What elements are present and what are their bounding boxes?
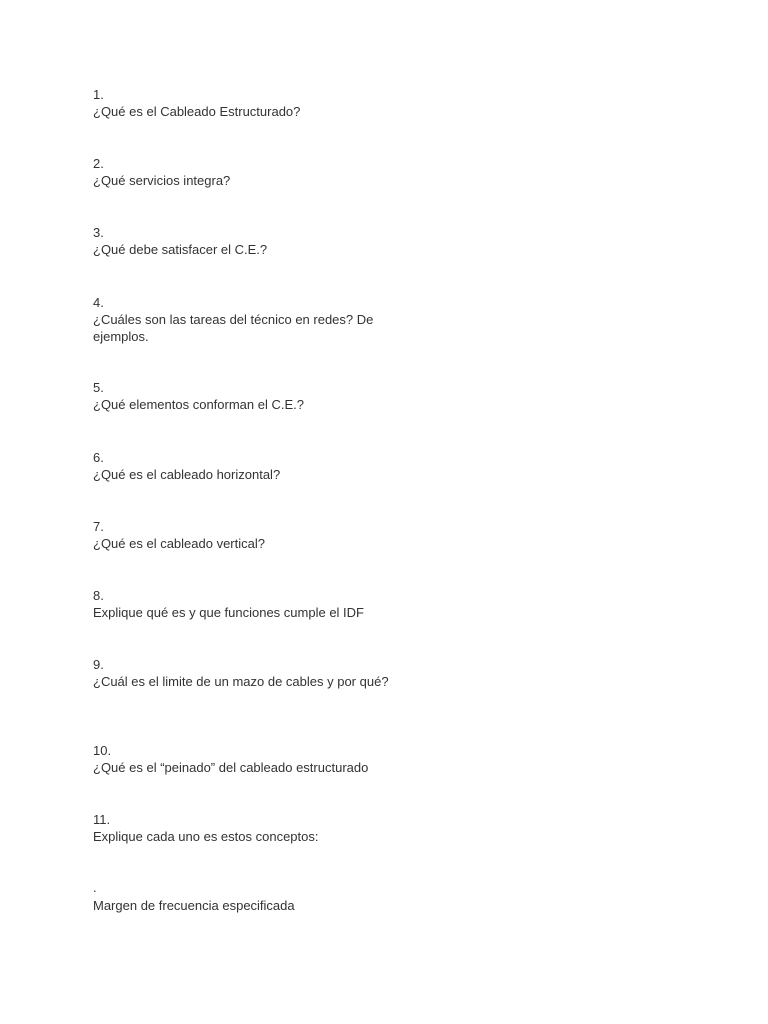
question-number: 4. xyxy=(93,295,104,310)
question-text: ¿Qué es el cableado vertical? xyxy=(93,536,265,551)
question-number: 3. xyxy=(93,225,104,240)
question-text: ¿Qué elementos conforman el C.E.? xyxy=(93,397,304,412)
concept-marker: . xyxy=(93,880,97,895)
question-2 xyxy=(93,155,403,189)
question-6 xyxy=(93,449,403,483)
question-text: Explique cada uno es estos conceptos: xyxy=(93,829,319,844)
question-9 xyxy=(93,656,403,690)
question-text: Explique qué es y que funciones cumple el IDF xyxy=(93,605,364,620)
question-text: ¿Qué es el Cableado Estructurado? xyxy=(93,104,301,119)
question-3 xyxy=(93,224,403,258)
question-11 xyxy=(93,811,403,845)
question-text: ¿Qué debe satisfacer el C.E.? xyxy=(93,242,268,257)
question-number: 6. xyxy=(93,450,104,465)
question-number: 8. xyxy=(93,588,104,603)
question-number: 9. xyxy=(93,657,104,672)
question-text: ¿Qué es el cableado horizontal? xyxy=(93,467,281,482)
question-text: ¿Cuáles son las tareas del técnico en redes? De ejemplos. xyxy=(93,312,374,344)
question-number: 10. xyxy=(93,743,112,758)
question-7 xyxy=(93,518,403,552)
question-number: 7. xyxy=(93,519,104,534)
question-text: ¿Qué servicios integra? xyxy=(93,173,231,188)
question-10 xyxy=(93,742,403,776)
question-5 xyxy=(93,379,403,413)
concept-item xyxy=(93,879,403,914)
question-number: 5. xyxy=(93,380,104,395)
concept-text: Margen de frecuencia especificada xyxy=(93,898,295,913)
question-text: ¿Qué es el “peinado” del cableado estructurado xyxy=(93,760,369,775)
question-4 xyxy=(93,294,403,345)
question-text: ¿Cuál es el limite de un mazo de cables y por qué? xyxy=(93,674,389,689)
question-8 xyxy=(93,587,403,621)
question-number: 11. xyxy=(93,812,111,827)
question-number: 2. xyxy=(93,156,104,171)
question-1 xyxy=(93,86,403,120)
question-number: 1. xyxy=(93,87,104,102)
